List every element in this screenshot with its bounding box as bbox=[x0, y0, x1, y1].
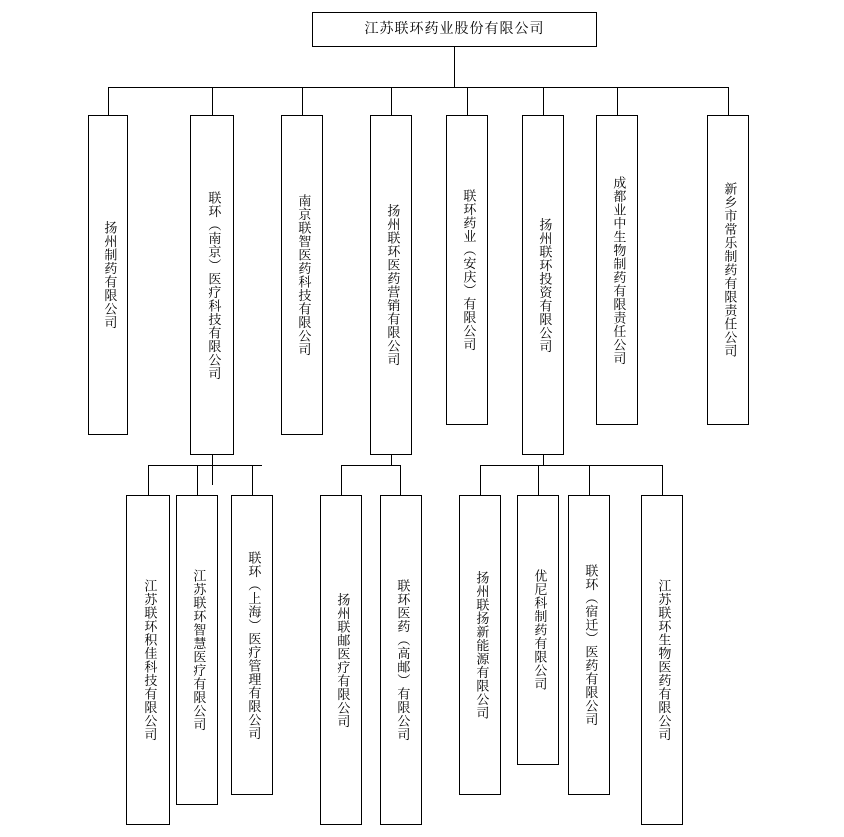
node-l2-1[interactable] bbox=[176, 495, 218, 805]
connector-bus-group-b bbox=[341, 465, 401, 466]
node-l2-6[interactable] bbox=[517, 495, 559, 765]
connector-drop-l2-1 bbox=[197, 465, 198, 495]
node-l1-3-label: 扬州联环医药营销有限公司 bbox=[384, 204, 400, 366]
node-l2-8-label: 江苏联环生物医药有限公司 bbox=[655, 579, 671, 741]
node-l2-0[interactable] bbox=[126, 495, 170, 825]
node-l2-5[interactable] bbox=[459, 495, 501, 795]
node-l1-1[interactable] bbox=[190, 115, 234, 455]
connector-drop-l2-2 bbox=[252, 465, 253, 495]
connector-drop-l1-0 bbox=[108, 87, 109, 115]
connector-drop-l2-5 bbox=[480, 465, 481, 495]
connector-drop-l2-0 bbox=[148, 465, 149, 495]
connector-bus-group-a bbox=[148, 465, 262, 466]
node-l2-2-label: 联环（上海）医疗管理有限公司 bbox=[245, 550, 261, 740]
node-root[interactable] bbox=[312, 12, 597, 47]
node-l1-5[interactable] bbox=[522, 115, 564, 455]
connector-drop-l1-6 bbox=[617, 87, 618, 115]
node-l1-4-label: 联环药业（安庆）有限公司 bbox=[460, 189, 476, 351]
node-l2-2[interactable] bbox=[231, 495, 273, 795]
node-l1-1-label: 联环（南京）医疗科技有限公司 bbox=[205, 190, 221, 380]
node-l1-0[interactable] bbox=[88, 115, 128, 435]
connector-drop-l1-5 bbox=[543, 87, 544, 115]
node-l2-7-label: 联环（宿迁）医药有限公司 bbox=[582, 564, 598, 726]
node-l2-8[interactable] bbox=[641, 495, 683, 825]
node-l1-4[interactable] bbox=[446, 115, 488, 425]
connector-drop-l2-3 bbox=[341, 465, 342, 495]
connector-stem-l1-3 bbox=[391, 455, 392, 465]
connector-drop-l1-2 bbox=[302, 87, 303, 115]
node-l2-4[interactable] bbox=[380, 495, 422, 825]
connector-bus-group-c bbox=[480, 465, 662, 466]
connector-drop-l1-7 bbox=[728, 87, 729, 115]
node-l2-3-label: 扬州联邮医疗有限公司 bbox=[334, 592, 350, 728]
connector-drop-l1-3 bbox=[391, 87, 392, 115]
connector-drop-l2-8 bbox=[662, 465, 663, 495]
node-l1-6-label: 成都业中生物制药有限责任公司 bbox=[610, 175, 626, 365]
node-l2-3[interactable] bbox=[320, 495, 362, 825]
node-l2-7[interactable] bbox=[568, 495, 610, 795]
connector-stem-l1-5 bbox=[543, 455, 544, 465]
node-l2-0-label: 江苏联环积佳科技有限公司 bbox=[141, 579, 157, 741]
node-l2-6-label: 优尼科制药有限公司 bbox=[531, 569, 547, 691]
node-l1-0-label: 扬州制药有限公司 bbox=[101, 221, 117, 329]
connector-root-stem bbox=[454, 47, 455, 87]
connector-drop-l2-4 bbox=[400, 465, 401, 495]
node-l1-5-label: 扬州联环投资有限公司 bbox=[536, 217, 552, 353]
connector-drop-l1-4 bbox=[467, 87, 468, 115]
node-l1-2-label: 南京联智医药科技有限公司 bbox=[295, 194, 311, 356]
node-l1-2[interactable] bbox=[281, 115, 323, 435]
node-l1-7-label: 新乡市常乐制药有限责任公司 bbox=[721, 182, 737, 358]
node-l2-4-label: 联环医药（高邮）有限公司 bbox=[394, 579, 410, 741]
node-l1-7[interactable] bbox=[707, 115, 749, 425]
node-l2-5-label: 扬州联扬新能源有限公司 bbox=[473, 570, 489, 720]
node-root-label: 江苏联环药业股份有限公司 bbox=[364, 20, 545, 37]
connector-drop-l1-1 bbox=[212, 87, 213, 115]
node-l1-3[interactable] bbox=[370, 115, 412, 455]
connector-drop-l2-6 bbox=[538, 465, 539, 495]
node-l2-1-label: 江苏联环智慧医疗有限公司 bbox=[190, 569, 206, 731]
connector-stem-l1-1 bbox=[212, 455, 213, 485]
connector-level1-bus bbox=[108, 87, 728, 88]
connector-drop-l2-7 bbox=[589, 465, 590, 495]
node-l1-6[interactable] bbox=[596, 115, 638, 425]
